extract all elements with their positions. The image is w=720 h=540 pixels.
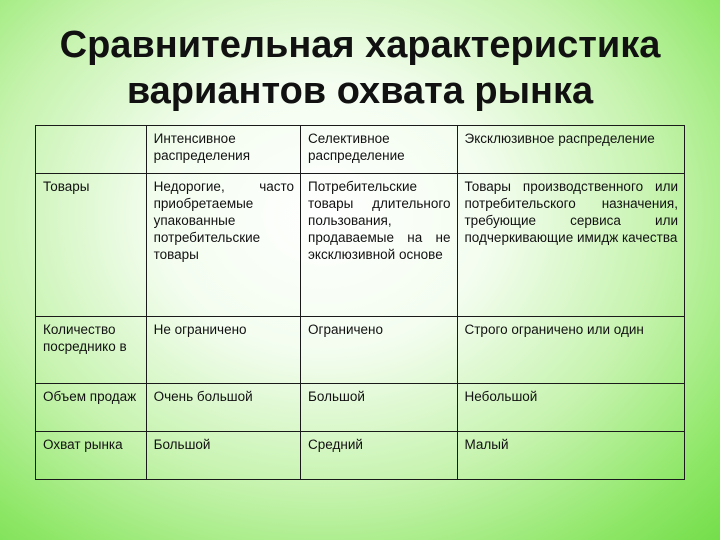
cell-sales-selective: Большой <box>301 384 457 432</box>
comparison-table <box>35 125 685 480</box>
table-row-market-coverage <box>36 432 685 480</box>
header-corner-cell <box>36 126 147 174</box>
row-label-products: Товары <box>36 174 147 317</box>
cell-sales-exclusive: Небольшой <box>457 384 685 432</box>
row-label-market-coverage: Охват рынка <box>36 432 147 480</box>
table-row-intermediaries <box>36 317 685 384</box>
table-header-row <box>36 126 685 174</box>
table-row-products <box>36 174 685 317</box>
cell-coverage-selective: Средний <box>301 432 457 480</box>
cell-intermediaries-selective: Ограничено <box>301 317 457 384</box>
slide-title-line-1: Сравнительная характеристика <box>59 24 661 66</box>
table-row-sales-volume <box>36 384 685 432</box>
cell-coverage-exclusive: Малый <box>457 432 685 480</box>
cell-sales-intensive: Очень большой <box>146 384 300 432</box>
cell-intermediaries-intensive: Не ограничено <box>146 317 300 384</box>
cell-products-selective: Потребительские товары длительного пользования, продаваемые на не эксклюзивной основе <box>301 174 457 317</box>
header-exclusive: Эксклюзивное распределение <box>457 126 685 174</box>
slide-title-line-2: вариантов охвата рынка <box>126 70 594 112</box>
slide-title <box>0 22 720 114</box>
cell-intermediaries-exclusive: Строго ограничено или один <box>457 317 685 384</box>
row-label-intermediaries: Количество посреднико в <box>36 317 147 384</box>
header-intensive: Интенсивное распределения <box>146 126 300 174</box>
header-selective: Селективное распределение <box>301 126 457 174</box>
cell-products-intensive: Недорогие, часто приобретаемые упакованные потребительские товары <box>146 174 300 317</box>
row-label-sales-volume: Объем продаж <box>36 384 147 432</box>
cell-coverage-intensive: Большой <box>146 432 300 480</box>
cell-products-exclusive: Товары производственного или потребительского назначения, требующие сервиса или подчеркивающие имидж качества <box>457 174 685 317</box>
